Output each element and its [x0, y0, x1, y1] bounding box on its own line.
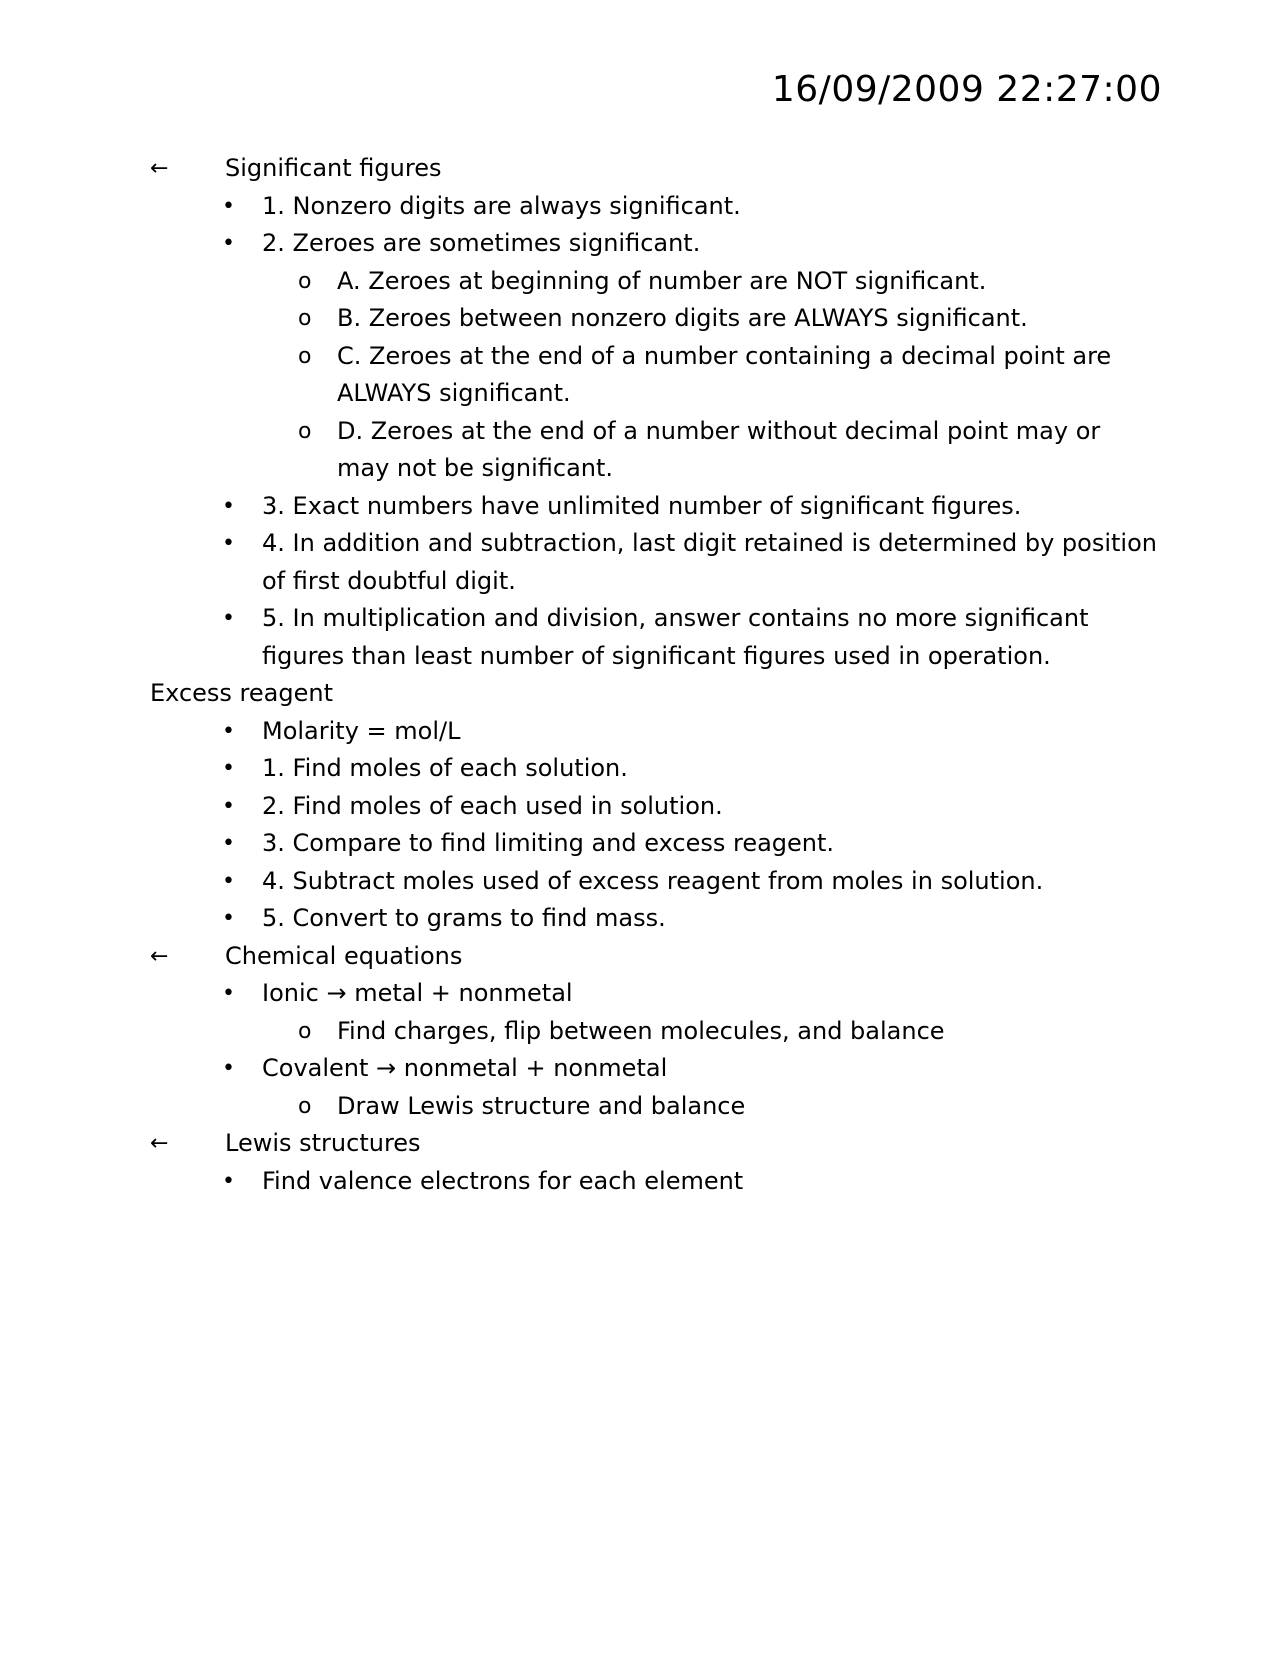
bullet-icon: •: [222, 718, 235, 744]
right-arrow-icon: →: [376, 1054, 397, 1082]
excess-reagent-list: [150, 713, 1160, 938]
chemical-equations-list: [150, 975, 1160, 1125]
list-item-text: 4. In addition and subtraction, last digit retained is determined by position of first doubtful digit.: [262, 529, 1157, 595]
bullet-icon: •: [222, 1056, 235, 1081]
bullet-icon: •: [222, 868, 235, 894]
section-heading-lewis-structures: [150, 1125, 1160, 1163]
sub-list-item: [262, 263, 1160, 301]
list-item-text: Molarity = mol/L: [262, 716, 461, 745]
section-heading-excess-reagent: Excess reagent: [150, 679, 333, 707]
sub-list-item-text: A. Zeroes at beginning of number are NOT significant.: [337, 266, 987, 295]
left-arrow-icon: ←: [150, 1131, 169, 1156]
list-item: [150, 788, 1160, 826]
significant-figures-list: [150, 188, 1160, 676]
list-item: [150, 225, 1160, 488]
list-item: [150, 525, 1160, 600]
left-arrow-icon: ←: [150, 943, 169, 969]
list-item-text: 5. Convert to grams to find mass.: [262, 904, 666, 932]
sub-list-item-text: D. Zeroes at the end of a number without decimal point may or may not be significant.: [337, 416, 1101, 482]
list-item-text: 2. Zeroes are sometimes significant.: [262, 229, 701, 257]
section-title: Significant figures: [225, 154, 442, 182]
section-title: Chemical equations: [225, 941, 463, 970]
bullet-icon: •: [222, 831, 235, 856]
document-timestamp: 16/09/2009 22:27:00: [771, 69, 1162, 110]
circle-bullet-icon: o: [298, 268, 312, 294]
bullet-icon: •: [222, 493, 235, 519]
list-item: [150, 188, 1160, 226]
section-title: Lewis structures: [225, 1129, 421, 1157]
sub-list-item-text: C. Zeroes at the end of a number containing a decimal point are ALWAYS significant.: [337, 341, 1112, 407]
sub-list-item-text: Find charges, flip between molecules, and balance: [337, 1016, 945, 1045]
zeroes-sublist: [262, 263, 1160, 488]
list-item: [150, 713, 1160, 751]
circle-bullet-icon: o: [298, 418, 312, 444]
list-item: [150, 488, 1160, 526]
list-item-text: 1. Nonzero digits are always significant.: [262, 191, 741, 220]
list-item-text: metal + nonmetal: [354, 979, 573, 1007]
list-item-text: 3. Exact numbers have unlimited number of significant figures.: [262, 491, 1022, 520]
list-item-text: 4. Subtract moles used of excess reagent from moles in solution.: [262, 866, 1044, 895]
bullet-icon: •: [222, 756, 235, 781]
list-item: [150, 825, 1160, 863]
right-arrow-icon: →: [326, 979, 347, 1007]
covalent-sublist: [262, 1088, 1160, 1126]
left-arrow-icon: ←: [150, 156, 169, 181]
circle-bullet-icon: o: [298, 343, 312, 369]
bullet-icon: •: [222, 606, 235, 631]
list-item: [150, 750, 1160, 788]
sub-list-item-text: B. Zeroes between nonzero digits are ALWAYS significant.: [337, 304, 1028, 332]
bullet-icon: •: [222, 1168, 235, 1194]
section-heading-significant-figures: [150, 150, 1160, 188]
list-item: [150, 900, 1160, 938]
list-item-lead: Covalent: [262, 1054, 369, 1082]
list-item: [150, 600, 1160, 675]
sub-list-item: [262, 1013, 1160, 1051]
bullet-icon: •: [222, 231, 235, 256]
list-item: [150, 1050, 1160, 1125]
list-item-text: 1. Find moles of each solution.: [262, 754, 628, 782]
section-heading-chemical-equations: [150, 938, 1160, 976]
list-item-text: 2. Find moles of each used in solution.: [262, 791, 723, 820]
sub-list-item: [262, 300, 1160, 338]
circle-bullet-icon: o: [298, 1093, 312, 1119]
list-item-text: 3. Compare to find limiting and excess reagent.: [262, 829, 835, 857]
notes-content: [150, 150, 1160, 1200]
list-item: [150, 1163, 1160, 1201]
sub-list-item: [262, 1088, 1160, 1126]
list-item-text: Find valence electrons for each element: [262, 1166, 744, 1195]
sub-list-item: [262, 338, 1160, 413]
bullet-icon: •: [222, 906, 235, 931]
circle-bullet-icon: o: [298, 1018, 312, 1044]
list-item-text: 5. In multiplication and division, answer contains no more significant figures than least number of significant figures used in operation.: [262, 604, 1089, 670]
sub-list-item: [262, 413, 1160, 488]
list-item-text: nonmetal + nonmetal: [403, 1054, 668, 1082]
bullet-icon: •: [222, 793, 235, 819]
list-item-lead: Ionic: [262, 979, 319, 1007]
ionic-sublist: [262, 1013, 1160, 1051]
lewis-structures-list: [150, 1163, 1160, 1201]
bullet-icon: •: [222, 981, 235, 1006]
bullet-icon: •: [222, 531, 235, 556]
sub-list-item-text: Draw Lewis structure and balance: [337, 1091, 746, 1120]
bullet-icon: •: [222, 193, 235, 219]
list-item: [150, 863, 1160, 901]
list-item: [150, 975, 1160, 1050]
circle-bullet-icon: o: [298, 306, 312, 331]
